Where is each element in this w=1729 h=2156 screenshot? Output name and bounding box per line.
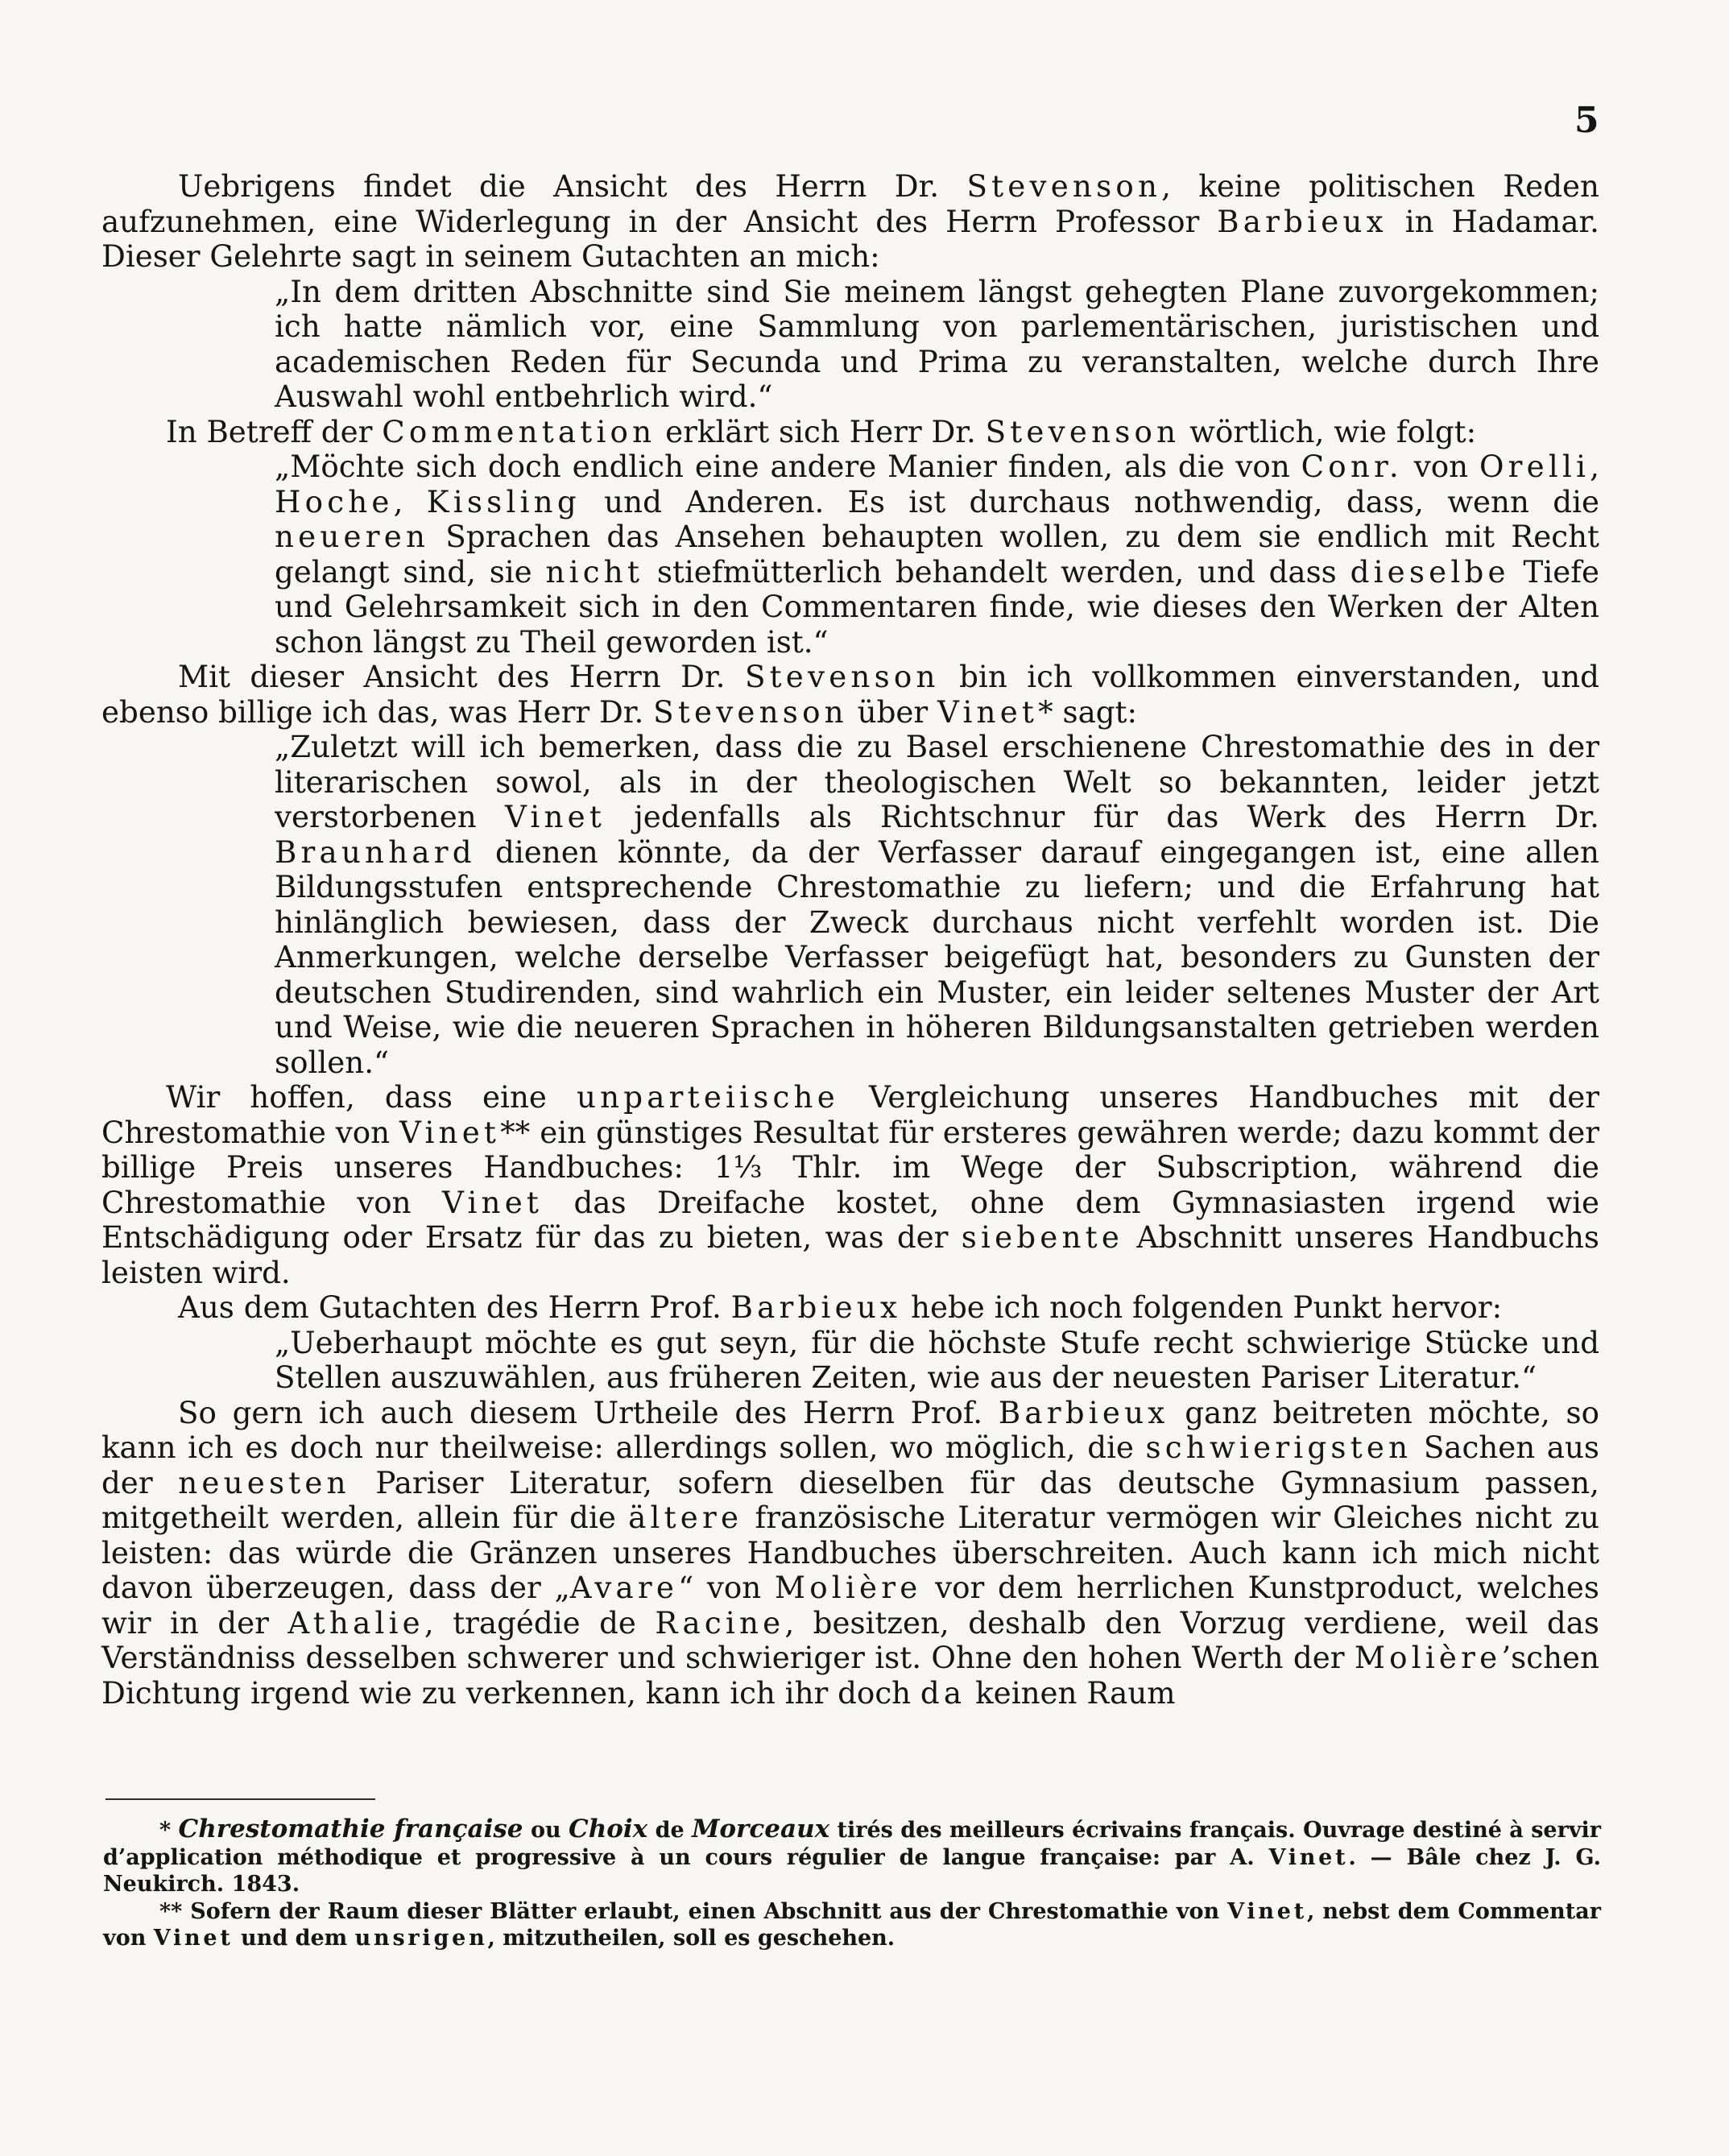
paragraph: Aus dem Gutachten des Herrn Prof. Barbieux hebe ich noch folgenden Punkt hervor: bbox=[178, 1289, 1503, 1325]
paragraph: Uebrigens findet die Ansicht des Herrn Dr. Stevenson, keine politischen Reden aufzunehmen, eine Widerlegung in der Ansicht des Herrn Professor Barbieux in Hadamar. Dieser Gelehrte sagt in seinem Gutachten an mich: bbox=[101, 168, 1599, 274]
footnotes bbox=[103, 1816, 1601, 1952]
quotation: „Ueberhaupt möchte es gut seyn, für die höchste Stufe recht schwierige Stücke und Stellen auszuwählen, aus früheren Zeiten, wie aus der neuesten Pariser Literatur.“ bbox=[275, 1324, 1599, 1395]
quotation: „Zuletzt will ich bemerken, dass die zu Basel erschienene Chrestomathie des in der literarischen sowol, als in der theologischen Welt so bekannten, leider jetzt verstorbenen Vinet jedenfalls als Richtschnur für das Werk des Herrn Dr. Braunhard dienen könnte, da der Verfasser darauf eingegangen ist, eine allen Bildungsstufen entsprechende Chrestomathie zu liefern; und die Erfahrung hat hinlänglich bewiesen, dass der Zweck durchaus nicht verfehlt worden ist. Die Anmerkungen, welche derselbe Verfasser beigefügt hat, besonders zu Gunsten der deutschen Studirenden, sind wahrlich ein Muster, ein leider seltenes Muster der Art und Weise, wie die neueren Sprachen in höheren Bildungsanstalten getrieben werden sollen.“ bbox=[275, 729, 1599, 1080]
spaced-name: Stevenson bbox=[966, 168, 1162, 204]
quotation: „Möchte sich doch endlich eine andere Manier finden, als die von Conr. von Orelli, Hoche, Kissling und Anderen. Es ist durchaus nothwendig, dass, wenn die neueren Sprachen das Ansehen behaupten wollen, zu dem sie endlich mit Recht gelangt sind, sie nicht stiefmütterlich behandelt werden, und dass dieselbe Tiefe und Gelehrsamkeit sich in den Commentaren finde, wie dieses den Werken der Alten schon längst zu Theil geworden ist.“ bbox=[275, 449, 1599, 660]
spaced-name: Barbieux bbox=[1217, 203, 1388, 239]
spaced-name: Stevenson bbox=[985, 413, 1181, 449]
footnote-rule bbox=[105, 1798, 375, 1800]
footnote: * Chrestomathie française ou Choix de Morceaux tirés des meilleurs écrivains français. Ouvrage destiné à servir d’application méthodique et progressive à un cours régulier de langue française: par A. Vinet. — Bâle chez J. G. Neukirch. 1843. bbox=[103, 1815, 1602, 1897]
main-text bbox=[101, 169, 1599, 1711]
quotation: „In dem dritten Abschnitte sind Sie meinem längst gehegten Plane zuvorgekommen; ich hatte nämlich vor, eine Sammlung von parlementärischen, juristischen und academischen Reden für Secunda und Prima zu veranstalten, welche durch Ihre Auswahl wohl entbehrlich wird.“ bbox=[275, 273, 1599, 414]
page-number: 5 bbox=[1574, 100, 1599, 141]
paragraph: So gern ich auch diesem Urtheile des Herrn Prof. Barbieux ganz beitreten möchte, so kann ich es doch nur theilweise: allerdings sollen, wo möglich, die schwierigsten Sachen aus der neuesten Pariser Literatur, sofern dieselben für das deutsche Gymnasium passen, mitgetheilt werden, allein für die ältere französische Literatur vermögen wir Gleiches nicht zu leisten: das würde die Gränzen unseres Handbuches überschreiten. Auch kann ich mich nicht davon überzeugen, dass der „Avare“ von Molière vor dem herrlichen Kunstproduct, welches wir in der Athalie, tragédie de Racine, besitzen, deshalb den Vorzug verdiene, weil das Verständniss desselben schwerer und schwieriger ist. Ohne den hohen Werth der Molière’schen Dichtung irgend wie zu verkennen, kann ich ihr doch da keinen Raum bbox=[101, 1394, 1599, 1711]
footnote: ** Sofern der Raum dieser Blätter erlaubt, einen Abschnitt aus der Chrestomathie von Vinet, nebst dem Commentar von Vinet und dem unsrigen, mitzutheilen, soll es geschehen. bbox=[103, 1898, 1601, 1951]
paragraph: Mit dieser Ansicht des Herrn Dr. Stevenson bin ich vollkommen einverstanden, und ebenso billige ich das, was Herr Dr. Stevenson über Vinet* sagt: bbox=[101, 659, 1599, 730]
paragraph: In Betreff der Commentation erklärt sich Herr Dr. Stevenson wörtlich, wie folgt: bbox=[166, 413, 1477, 449]
spaced-term: Commentation bbox=[382, 413, 656, 449]
paragraph: Wir hoffen, dass eine unparteiische Vergleichung unseres Handbuches mit der Chrestomathie von Vinet** ein günstiges Resultat für ersteres gewähren werde; dazu kommt der billige Preis unseres Handbuches: 1⅓ Thlr. im Wege der Subscription, während die Chrestomathie von Vinet das Dreifache kostet, ohne dem Gymnasiasten irgend wie Entschädigung oder Ersatz für das zu bieten, was der siebente Abschnitt unseres Handbuchs leisten wird. bbox=[101, 1079, 1600, 1290]
